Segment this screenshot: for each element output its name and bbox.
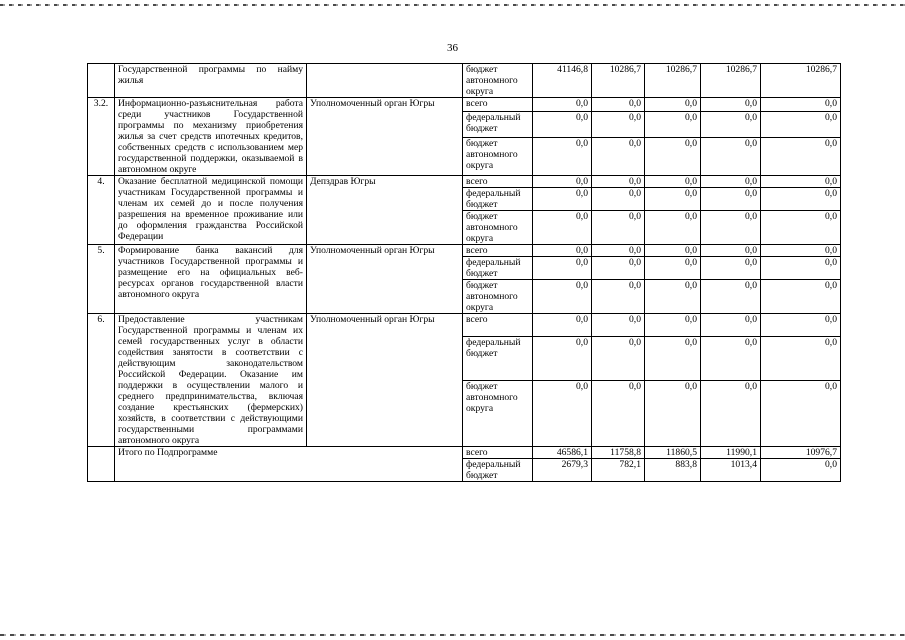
amount-cell-year-3: 11860,5 [645, 447, 701, 459]
amount-cell-year-3: 0,0 [645, 280, 701, 314]
amount-cell-year-5: 0,0 [761, 280, 841, 314]
amount-cell-year-1: 0,0 [533, 137, 592, 175]
total-label-cell: Итого по Подпрограмме [115, 447, 463, 482]
amount-cell-year-3: 883,8 [645, 459, 701, 482]
funding-source-cell: бюджет автономного округа [463, 211, 533, 245]
amount-cell-year-5: 0,0 [761, 137, 841, 175]
amount-cell-year-1: 2679,3 [533, 459, 592, 482]
amount-cell-year-1: 0,0 [533, 188, 592, 211]
amount-cell-year-5: 0,0 [761, 176, 841, 188]
activity-name-cell: Формирование банка вакансий для участников Государственной программы и размещение его на официальных веб-ресурсах органов государственной власти автономного округа [115, 245, 307, 314]
activity-name-cell: Оказание бесплатной медицинской помощи участникам Государственной программы и членам их семей до и после получения разрешения на временное проживание или до оформления гражданства Российской Федерации [115, 176, 307, 245]
amount-cell-year-1: 0,0 [533, 381, 592, 447]
amount-cell-year-5: 0,0 [761, 98, 841, 112]
amount-cell-year-4: 0,0 [701, 381, 761, 447]
scan-edge-bottom [0, 634, 905, 636]
funding-source-cell: бюджет автономного округа [463, 137, 533, 175]
funding-source-cell: федеральный бюджет [463, 459, 533, 482]
funding-source-cell: всего [463, 314, 533, 337]
amount-cell-year-2: 0,0 [592, 211, 645, 245]
amount-cell-year-5: 0,0 [761, 257, 841, 280]
amount-cell-year-1: 0,0 [533, 98, 592, 112]
amount-cell-year-2: 0,0 [592, 188, 645, 211]
executor-cell: Уполномоченный орган Югры [307, 314, 463, 447]
amount-cell-year-2: 0,0 [592, 314, 645, 337]
amount-cell-year-2: 0,0 [592, 137, 645, 175]
amount-cell-year-3: 0,0 [645, 176, 701, 188]
amount-cell-year-1: 41146,8 [533, 64, 592, 98]
program-funding-table [87, 63, 841, 482]
amount-cell-year-3: 0,0 [645, 245, 701, 257]
table-row [88, 64, 841, 98]
amount-cell-year-3: 0,0 [645, 98, 701, 112]
amount-cell-year-1: 0,0 [533, 314, 592, 337]
table-row [88, 176, 841, 188]
amount-cell-year-2: 0,0 [592, 257, 645, 280]
amount-cell-year-4: 0,0 [701, 245, 761, 257]
funding-source-cell: всего [463, 447, 533, 459]
amount-cell-year-2: 0,0 [592, 337, 645, 381]
total-row [88, 447, 841, 459]
amount-cell-year-2: 10286,7 [592, 64, 645, 98]
amount-cell-year-3: 0,0 [645, 111, 701, 137]
funding-source-cell: всего [463, 98, 533, 112]
activity-name-cell: Информационно-разъяснительная работа среди участников Государственной программы по механизму приобретения жилья за счет средств ипотечных кредитов, собственных средств с использованием мер государственной поддержки, оказываемой в автономном округе [115, 98, 307, 176]
amount-cell-year-3: 0,0 [645, 337, 701, 381]
table-row [88, 245, 841, 257]
amount-cell-year-4: 0,0 [701, 188, 761, 211]
funding-source-cell: бюджет автономного округа [463, 64, 533, 98]
amount-cell-year-5: 0,0 [761, 459, 841, 482]
amount-cell-year-4: 0,0 [701, 176, 761, 188]
amount-cell-year-5: 0,0 [761, 245, 841, 257]
amount-cell-year-2: 0,0 [592, 245, 645, 257]
activity-name-cell: Предоставление участникам Государственной программы и членам их семей государственных услуг в области содействия занятости в соответствии с действующим законодательством Российской Федерации. Оказание им поддержки в осуществлении малого и среднего предпринимательства, включая создание крестьянских (фермерских) хозяйств, в соответствии с действующими государственными программами автономного округа [115, 314, 307, 447]
amount-cell-year-1: 0,0 [533, 337, 592, 381]
amount-cell-year-2: 782,1 [592, 459, 645, 482]
executor-cell: Депздрав Югры [307, 176, 463, 245]
amount-cell-year-3: 0,0 [645, 257, 701, 280]
amount-cell-year-4: 0,0 [701, 137, 761, 175]
amount-cell-year-3: 0,0 [645, 211, 701, 245]
item-number-cell: 5. [88, 245, 115, 314]
page-number: 36 [447, 42, 458, 54]
amount-cell-year-2: 0,0 [592, 381, 645, 447]
amount-cell-year-1: 0,0 [533, 257, 592, 280]
amount-cell-year-1: 0,0 [533, 176, 592, 188]
amount-cell-year-4: 0,0 [701, 280, 761, 314]
funding-source-cell: федеральный бюджет [463, 257, 533, 280]
amount-cell-year-1: 0,0 [533, 211, 592, 245]
amount-cell-year-2: 0,0 [592, 111, 645, 137]
amount-cell-year-5: 0,0 [761, 111, 841, 137]
amount-cell-year-1: 46586,1 [533, 447, 592, 459]
amount-cell-year-2: 0,0 [592, 98, 645, 112]
item-number-cell [88, 64, 115, 98]
funding-source-cell: бюджет автономного округа [463, 280, 533, 314]
item-number-cell: 4. [88, 176, 115, 245]
amount-cell-year-4: 0,0 [701, 314, 761, 337]
amount-cell-year-5: 10976,7 [761, 447, 841, 459]
amount-cell-year-3: 0,0 [645, 381, 701, 447]
amount-cell-year-4: 0,0 [701, 337, 761, 381]
funding-source-cell: федеральный бюджет [463, 337, 533, 381]
amount-cell-year-2: 11758,8 [592, 447, 645, 459]
amount-cell-year-1: 0,0 [533, 280, 592, 314]
amount-cell-year-5: 0,0 [761, 381, 841, 447]
table-body [88, 64, 841, 482]
amount-cell-year-4: 0,0 [701, 257, 761, 280]
amount-cell-year-5: 0,0 [761, 188, 841, 211]
amount-cell-year-5: 0,0 [761, 211, 841, 245]
amount-cell-year-5: 0,0 [761, 337, 841, 381]
funding-source-cell: всего [463, 176, 533, 188]
amount-cell-year-3: 10286,7 [645, 64, 701, 98]
amount-cell-year-2: 0,0 [592, 176, 645, 188]
table-row [88, 98, 841, 112]
activity-name-cell: Государственной программы по найму жилья [115, 64, 307, 98]
amount-cell-year-1: 0,0 [533, 111, 592, 137]
total-number-cell [88, 447, 115, 482]
amount-cell-year-2: 0,0 [592, 280, 645, 314]
amount-cell-year-4: 0,0 [701, 98, 761, 112]
executor-cell: Уполномоченный орган Югры [307, 245, 463, 314]
table-row [88, 314, 841, 337]
amount-cell-year-3: 0,0 [645, 188, 701, 211]
amount-cell-year-4: 0,0 [701, 211, 761, 245]
item-number-cell: 3.2. [88, 98, 115, 176]
amount-cell-year-3: 0,0 [645, 314, 701, 337]
amount-cell-year-1: 0,0 [533, 245, 592, 257]
funding-source-cell: федеральный бюджет [463, 111, 533, 137]
funding-source-cell: всего [463, 245, 533, 257]
executor-cell: Уполномоченный орган Югры [307, 98, 463, 176]
amount-cell-year-5: 0,0 [761, 314, 841, 337]
item-number-cell: 6. [88, 314, 115, 447]
executor-cell [307, 64, 463, 98]
funding-source-cell: бюджет автономного округа [463, 381, 533, 447]
amount-cell-year-4: 10286,7 [701, 64, 761, 98]
amount-cell-year-4: 0,0 [701, 111, 761, 137]
funding-source-cell: федеральный бюджет [463, 188, 533, 211]
amount-cell-year-3: 0,0 [645, 137, 701, 175]
amount-cell-year-4: 11990,1 [701, 447, 761, 459]
amount-cell-year-4: 1013,4 [701, 459, 761, 482]
amount-cell-year-5: 10286,7 [761, 64, 841, 98]
scan-edge-top [0, 4, 905, 6]
